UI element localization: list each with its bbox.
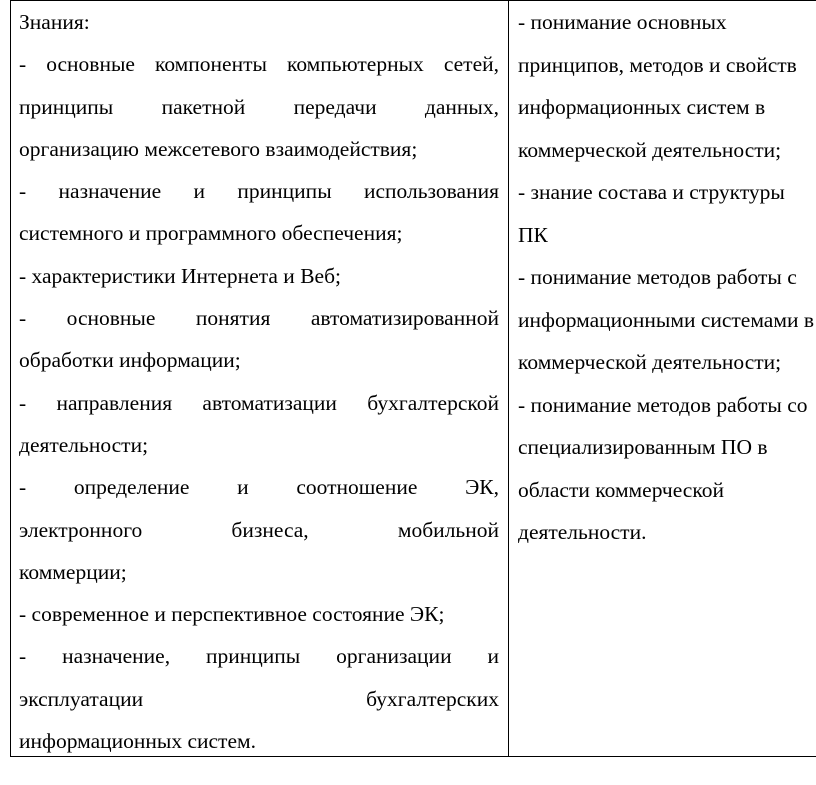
left-text-line: системного и программного обеспечения;: [19, 221, 403, 246]
right-text-line: - понимание основных: [518, 10, 727, 34]
left-text-line: деятельности;: [19, 432, 149, 457]
right-text-line: - понимание методов работы с: [518, 265, 797, 289]
left-text-line: - современное и перспективное состояние ЭК;: [19, 602, 445, 627]
left-text-line: - основные компоненты компьютерных сетей,: [19, 52, 499, 77]
right-text-line: - знание состава и структуры: [518, 180, 785, 204]
right-text-line: информационными системами в: [518, 307, 814, 332]
left-text-line: электронного бизнеса, мобильной: [19, 517, 499, 542]
left-text-line: - характеристики Интернета и Веб;: [19, 263, 341, 288]
column-divider: [508, 1, 509, 756]
left-text-line: - основные понятия автоматизированной: [19, 306, 499, 331]
right-text-line: информационных систем в: [518, 95, 766, 119]
left-text-line: информационных систем.: [19, 729, 256, 754]
left-text-line: - определение и соотношение ЭК,: [19, 475, 499, 500]
right-text-line: специализированным ПО в: [518, 435, 768, 459]
right-text-line: деятельности.: [518, 520, 647, 544]
right-text-line: принципов, методов и свойств: [518, 52, 797, 77]
right-text-line: - понимание методов работы со: [518, 392, 808, 417]
left-text-line: обработки информации;: [19, 348, 241, 373]
right-text-line: области коммерческой: [518, 477, 724, 502]
left-text-line: Знания:: [19, 10, 90, 34]
left-text-line: коммерции;: [19, 559, 127, 584]
left-text-line: - направления автоматизации бухгалтерской: [19, 390, 499, 415]
left-text-line: организацию межсетевого взаимодействия;: [19, 136, 418, 161]
left-text-line: эксплуатации бухгалтерских: [19, 686, 499, 711]
right-text-line: ПК: [518, 222, 548, 247]
right-text-line: коммерческой деятельности;: [518, 350, 782, 374]
right-text-line: коммерческой деятельности;: [518, 137, 782, 162]
left-column-cell: [19, 1, 499, 762]
left-text-line: - назначение, принципы организации и: [19, 644, 499, 669]
right-column-cell: [518, 1, 816, 554]
left-text-line: принципы пакетной передачи данных,: [19, 94, 499, 119]
document-table: [10, 0, 816, 757]
left-text-line: - назначение и принципы использования: [19, 179, 499, 204]
